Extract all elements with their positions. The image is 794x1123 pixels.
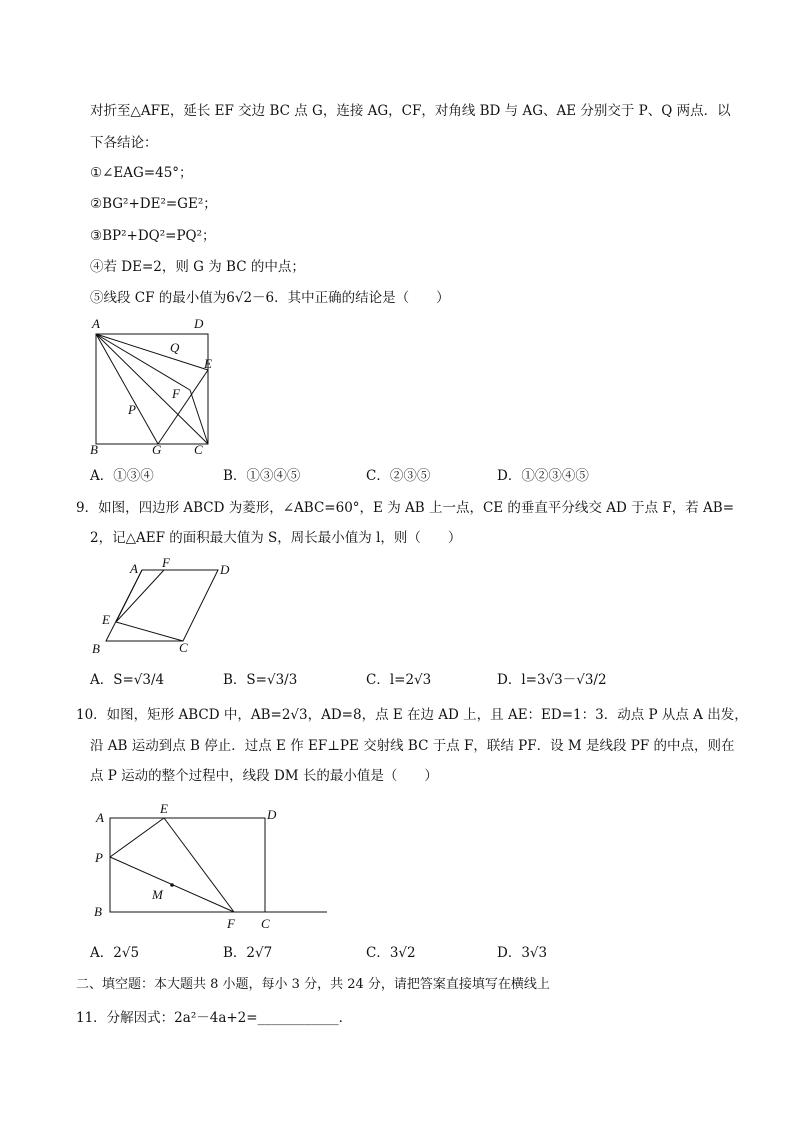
q9-label-B: B (92, 641, 100, 656)
q10-label-F: F (227, 916, 235, 931)
q8-label-F: F (172, 386, 180, 401)
q8-label-B: B (90, 442, 98, 457)
q8-label-C: C (194, 442, 203, 457)
q10-line2: 沿 AB 运动到点 B 停止．过点 E 作 EF⊥PE 交射线 BC 于点 F，联结 PF．设 M 是线段 PF 的中点，则在 (90, 738, 735, 754)
q10-label-D: D (267, 807, 277, 822)
q9-label-E: E (102, 612, 110, 627)
q10-option-c: C．3√2 (366, 945, 416, 961)
q9-label-A: A (130, 561, 138, 576)
q9-option-b: B．S=√3/3 (223, 672, 298, 688)
q9-option-d: D．l=3√3－√3/2 (497, 672, 607, 688)
q9-label-D: D (220, 562, 230, 577)
section-2-heading: 二、填空题：本大题共 8 小题，每小 3 分，共 24 分，请把答案直接填写在横线上 (76, 977, 550, 992)
q8-option-c: C．②③⑤ (366, 468, 431, 484)
q8-label-Q: Q (170, 340, 180, 355)
q10-option-d: D．3√3 (497, 945, 548, 961)
q8-label-E: E (204, 356, 212, 371)
q9-label-C: C (179, 640, 188, 655)
q8-option-d: D．①②③④⑤ (497, 468, 589, 484)
q10-label-M: M (152, 887, 163, 902)
q8-conclusion-2: ②BG²+DE²=GE²； (90, 196, 217, 212)
q11-text: 11．分解因式：2a²－4a+2=____________． (76, 1010, 353, 1026)
q9-line1: 9．如图，四边形 ABCD 为菱形，∠ABC=60°，E 为 AB 上一点，CE 的垂直平分线交 AD 于点 F，若 AB= (76, 500, 735, 516)
q8-figure (80, 312, 230, 460)
q8-conclusion-4: ④若 DE=2，则 G 为 BC 的中点； (90, 259, 305, 275)
q9-option-c: C．l=2√3 (366, 672, 432, 688)
q9-option-a: A．S=√3/4 (90, 672, 165, 688)
q10-label-P: P (95, 850, 103, 865)
q10-option-a: A．2√5 (90, 945, 140, 961)
q10-line3: 点 P 运动的整个过程中，线段 DM 长的最小值是（ ） (90, 768, 438, 784)
q8-conclusion-3: ③BP²+DQ²=PQ²； (90, 228, 216, 244)
q10-label-B: B (94, 904, 102, 919)
q8-option-a: A．①③④ (90, 468, 154, 484)
q10-label-C: C (261, 916, 270, 931)
q8-conclusion-1: ①∠EAG=45°； (90, 165, 193, 181)
q8-label-D: D (194, 316, 204, 331)
q9-line2: 2，记△AEF 的面积最大值为 S，周长最小值为 l，则（ ） (90, 530, 462, 546)
q8-line2: 下各结论： (90, 135, 158, 151)
q8-label-G: G (152, 442, 162, 457)
q8-conclusion-5: ⑤线段 CF 的最小值为6√2－6．其中正确的结论是（ ） (90, 290, 450, 306)
q10-label-A: A (96, 810, 104, 825)
q9-label-F: F (162, 556, 170, 570)
q10-line1: 10．如图，矩形 ABCD 中，AB=2√3，AD=8，点 E 在边 AD 上，且 AE：ED=1：3．动点 P 从点 A 出发， (76, 707, 748, 723)
q8-label-A: A (92, 316, 100, 331)
q9-figure (80, 556, 250, 658)
q8-line1: 对折至△AFE，延长 EF 交边 BC 点 G，连接 AG，CF，对角线 BD 与 AG、AE 分别交于 P、Q 两点．以 (90, 103, 731, 119)
q8-label-P: P (128, 402, 136, 417)
q10-figure (86, 800, 336, 934)
q8-option-b: B．①③④⑤ (223, 468, 301, 484)
q10-label-E: E (160, 801, 168, 816)
q10-option-b: B．2√7 (223, 945, 273, 961)
